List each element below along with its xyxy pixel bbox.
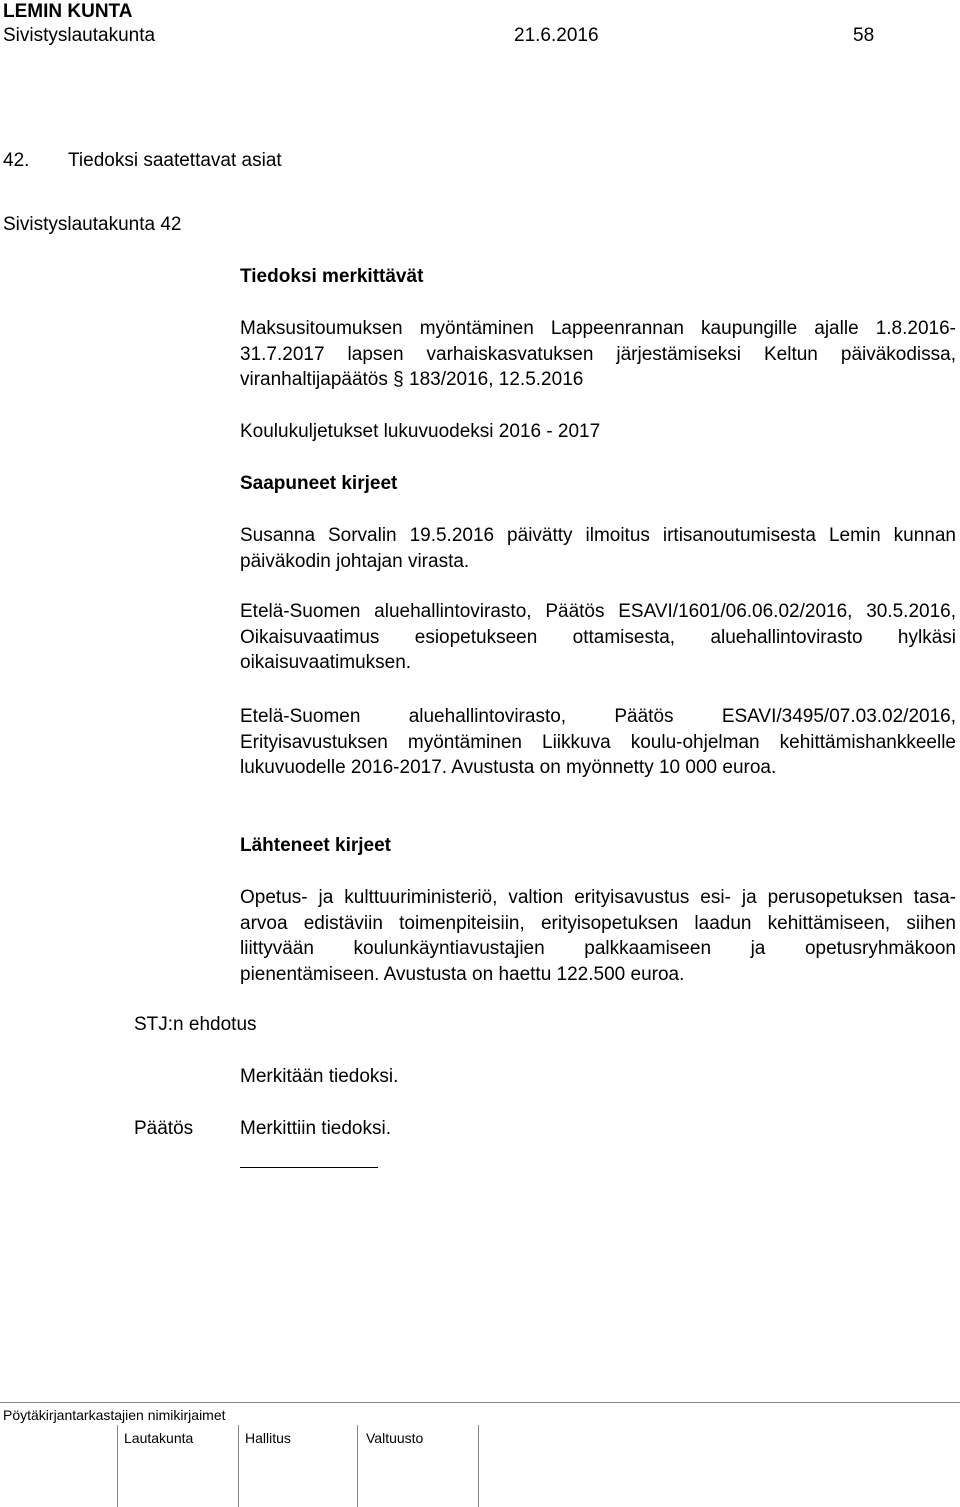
meeting-date: 21.6.2016 (514, 25, 599, 46)
end-rule (240, 1167, 378, 1168)
section-number: 42. (3, 150, 30, 171)
decision-text: Merkittiin tiedoksi. (240, 1118, 391, 1139)
footer-divider (357, 1425, 358, 1507)
municipality-name: LEMIN KUNTA (3, 1, 133, 22)
footer-divider (117, 1425, 118, 1507)
proposal-label: STJ:n ehdotus (134, 1014, 257, 1035)
decision-label: Päätös (134, 1118, 194, 1139)
signature-council: Valtuusto (366, 1430, 424, 1446)
received-letter: Susanna Sorvalin 19.5.2016 päivätty ilmoitus irtisanoutumisesta Lemin kunnan päiväkodin johtajan virasta. (240, 525, 956, 572)
sent-heading: Lähteneet kirjeet (240, 835, 391, 856)
footer-title: Pöytäkirjantarkastajien nimikirjaimet (3, 1407, 226, 1423)
received-letter: Etelä-Suomen aluehallintovirasto, Päätös ESAVI/3495/07.03.02/2016, Erityisavustuksen myöntäminen Liikkuva koulu-ohjelman kehittämishankkeelle lukuvuodelle 2016-2017. Avustusta on myönnetty 10 000 euroa. (240, 706, 956, 778)
section-title: Tiedoksi saatettavat asiat (68, 150, 282, 171)
received-letter: Etelä-Suomen aluehallintovirasto, Päätös ESAVI/1601/06.06.02/2016, 30.5.2016, Oikaisuvaatimus esiopetukseen ottamisesta, aluehallintovirasto hylkäsi oikaisuvaatimuksen. (240, 601, 956, 673)
board-name: Sivistyslautakunta (3, 25, 156, 46)
proposal-text: Merkitään tiedoksi. (240, 1066, 399, 1087)
notices-heading: Tiedoksi merkittävät (240, 266, 424, 287)
page-number: 58 (853, 25, 875, 46)
signature-board: Lautakunta (124, 1430, 194, 1446)
received-heading: Saapuneet kirjeet (240, 473, 398, 494)
sent-letter: Opetus- ja kulttuuriministeriö, valtion erityisavustus esi- ja perusopetuksen tasa-arvoa edistäviin toimenpiteisiin, erityisopetuksen laadun kehittämiseen, siihen liittyvään koulunkäyntiavustajien palkkaamiseen ja opetusryhmäkoon pienentämiseen. Avustusta on haettu 122.500 euroa. (240, 887, 956, 985)
footer-divider (478, 1425, 479, 1507)
signature-government: Hallitus (245, 1430, 291, 1446)
section-reference: Sivistyslautakunta 42 (3, 214, 182, 235)
footer-top-line (0, 1402, 960, 1403)
footer-divider (238, 1425, 239, 1507)
notice-item: Maksusitoumuksen myöntäminen Lappeenrannan kaupungille ajalle 1.8.2016-31.7.2017 lapsen varhaiskasvatuksen järjestämiseksi Keltun päiväkodissa, viranhaltijapäätös § 183/2016, 12.5.2016 (240, 318, 956, 390)
notice-item: Koulukuljetukset lukuvuodeksi 2016 - 2017 (240, 421, 601, 442)
